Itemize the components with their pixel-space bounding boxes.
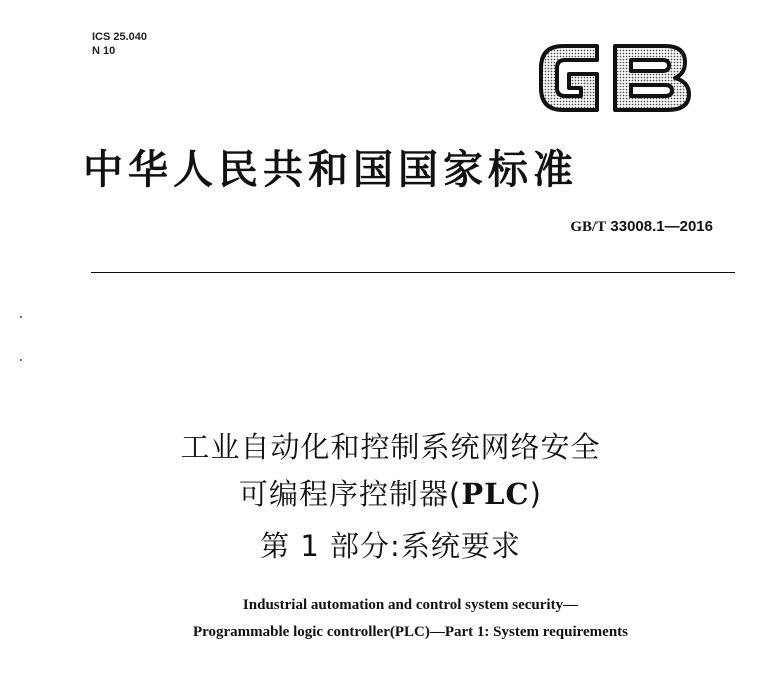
header-divider [91,272,735,273]
title-cn-line2-pre: 可编程序控制器( [239,477,462,511]
standard-code: 33008.1—2016 [610,218,713,235]
standard-prefix: GB/T [570,219,607,235]
title-cn-line1: 工业自动化和控制系统网络安全 [180,430,601,464]
title-cn-line2 [0,472,781,513]
scan-speck [20,316,22,318]
logo-b-shape [615,46,689,110]
title-en-line2: Programmable logic controller(PLC)—Part 1: System requirements [192,624,629,640]
title-en-line1: Industrial automation and control system security— [242,597,579,613]
title-cn-line3: 第 1 部分:系统要求 [260,529,521,563]
title-cn-line2-post: ) [529,477,542,511]
national-standard-title: 中华人民共和国国家标准 [83,146,578,193]
logo-text: GB [615,114,617,115]
ccs-code: N 10 [92,45,116,57]
scan-speck [20,359,22,361]
gb-logo [535,40,695,116]
classification-codes [92,30,147,58]
title-cn-line2-latin: PLC [461,477,530,511]
standard-number [570,218,713,236]
logo-g-shape [541,46,597,110]
ics-code: ICS 25.040 [92,31,148,43]
